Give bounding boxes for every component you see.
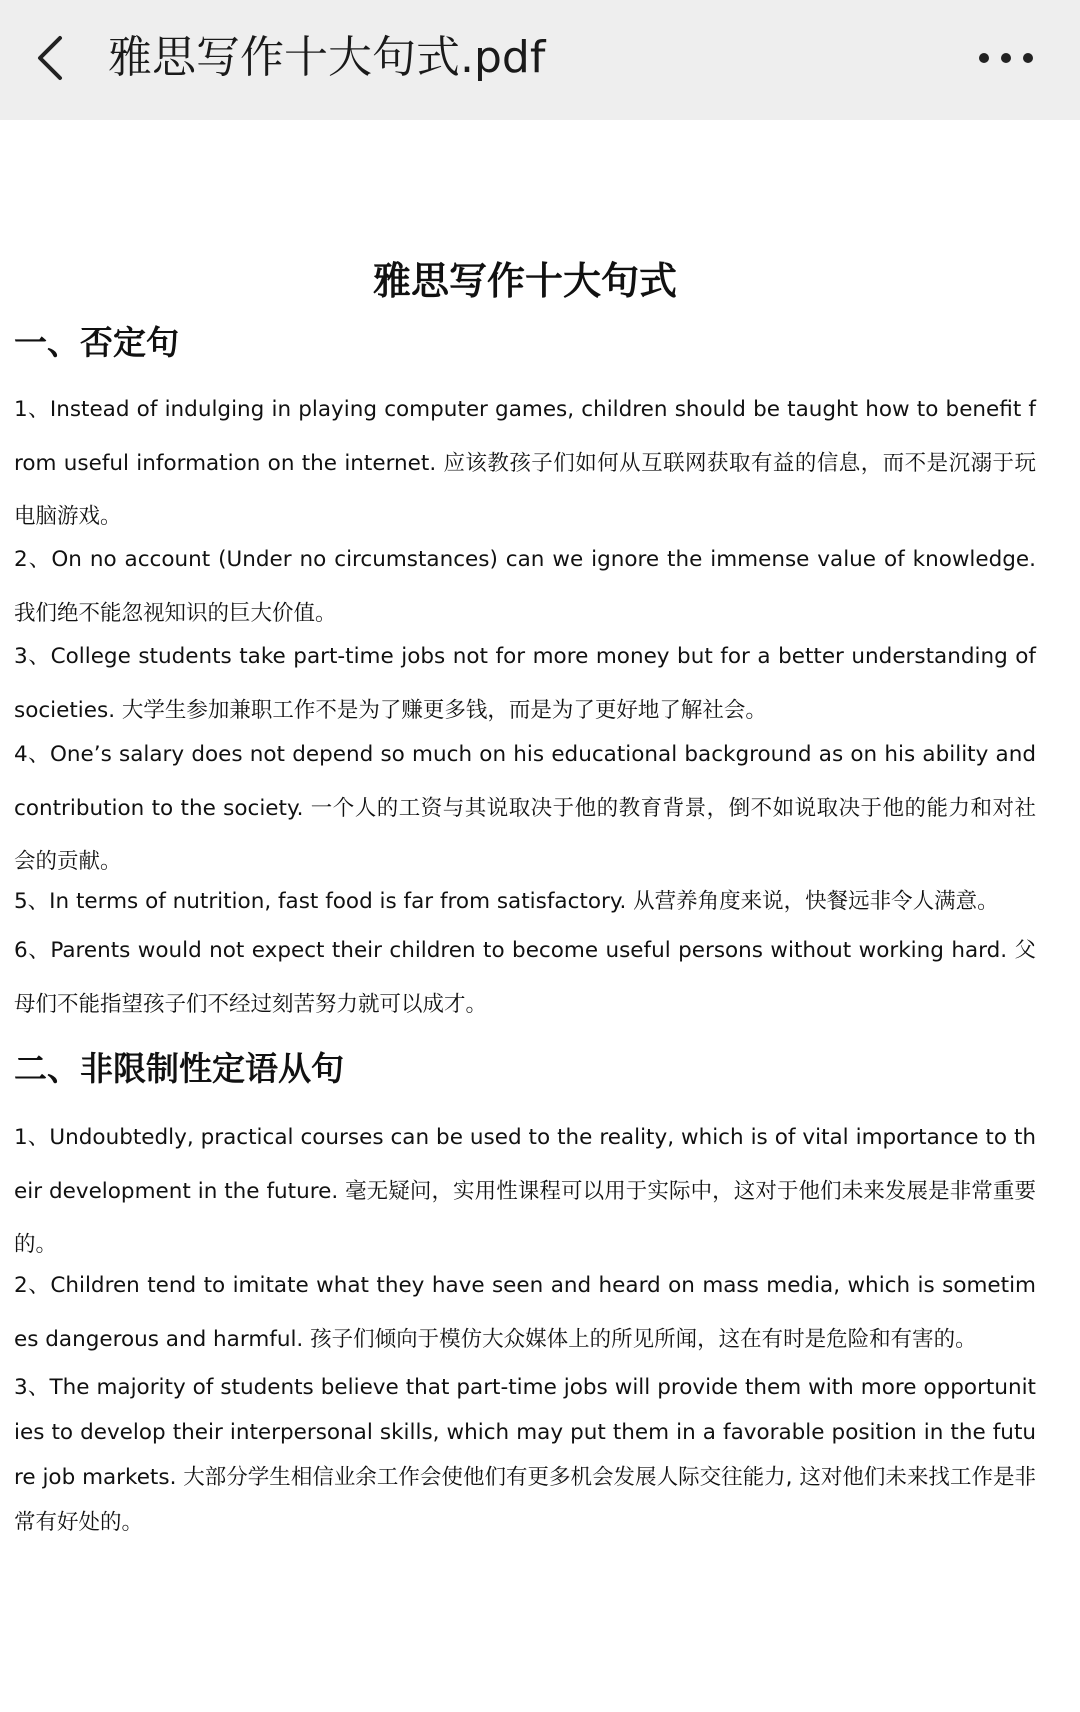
more-options-button[interactable] <box>970 36 1060 80</box>
paragraph: 4、One’s salary does not depend so much on his educational background as on his ability and contribution to the society. 一个人的工资与其说取决于他的教育背景，倒不如说取决于他的能力和对社会的贡献。 <box>14 742 1036 874</box>
pdf-page[interactable] <box>0 120 1080 1712</box>
paragraph: 3、College students take part-time jobs not for more money but for a better understanding of societies. 大学生参加兼职工作不是为了赚更多钱，而是为了更好地了解社会。 <box>14 644 1036 723</box>
paragraph: 5、In terms of nutrition, fast food is far from satisfactory. 从营养角度来说，快餐远非令人满意。 <box>14 889 999 914</box>
paragraph: 2、On no account (Under no circumstances) can we ignore the immense value of knowledge. 我们绝不能忽视知识的巨大价值。 <box>14 547 1036 626</box>
paragraph: 3、The majority of students believe that part-time jobs will provide them with more opportunities to develop their interpersonal skills, which may put them in a favorable position in the future job markets. 大部分学生相信业余工作会使他们有更多机会发展人际交往能力, 这对他们未来找工作是非常有好处的。 <box>14 1375 1036 1535</box>
document-title: 雅思写作十大句式.pdf <box>108 32 546 83</box>
top-app-bar <box>0 0 1080 120</box>
section-heading-negative: 一、否定句 <box>14 323 179 362</box>
paragraph: 2、Children tend to imitate what they have seen and heard on mass media, which is sometimes dangerous and harmful. 孩子们倾向于模仿大众媒体上的所见所闻，这在有时是危险和有害的。 <box>14 1273 1036 1352</box>
chevron-left-icon <box>30 28 74 88</box>
paragraph: 1、Undoubtedly, practical courses can be used to the reality, which is of vital importance to their development in the future. 毫无疑问，实用性课程可以用于实际中，这对于他们未来发展是非常重要的。 <box>14 1125 1036 1257</box>
section-heading-nonrestrictive-clause: 二、非限制性定语从句 <box>14 1049 344 1088</box>
back-button[interactable] <box>30 28 74 88</box>
page-title: 雅思写作十大句式 <box>372 259 677 303</box>
more-horizontal-icon <box>970 36 1060 80</box>
paragraph: 1、Instead of indulging in playing computer games, children should be taught how to benefit from useful information on the internet. 应该教孩子们如何从互联网获取有益的信息，而不是沉溺于玩电脑游戏。 <box>14 397 1036 529</box>
paragraph: 6、Parents would not expect their children to become useful persons without working hard. 父母们不能指望孩子们不经过刻苦努力就可以成才。 <box>14 938 1036 1017</box>
